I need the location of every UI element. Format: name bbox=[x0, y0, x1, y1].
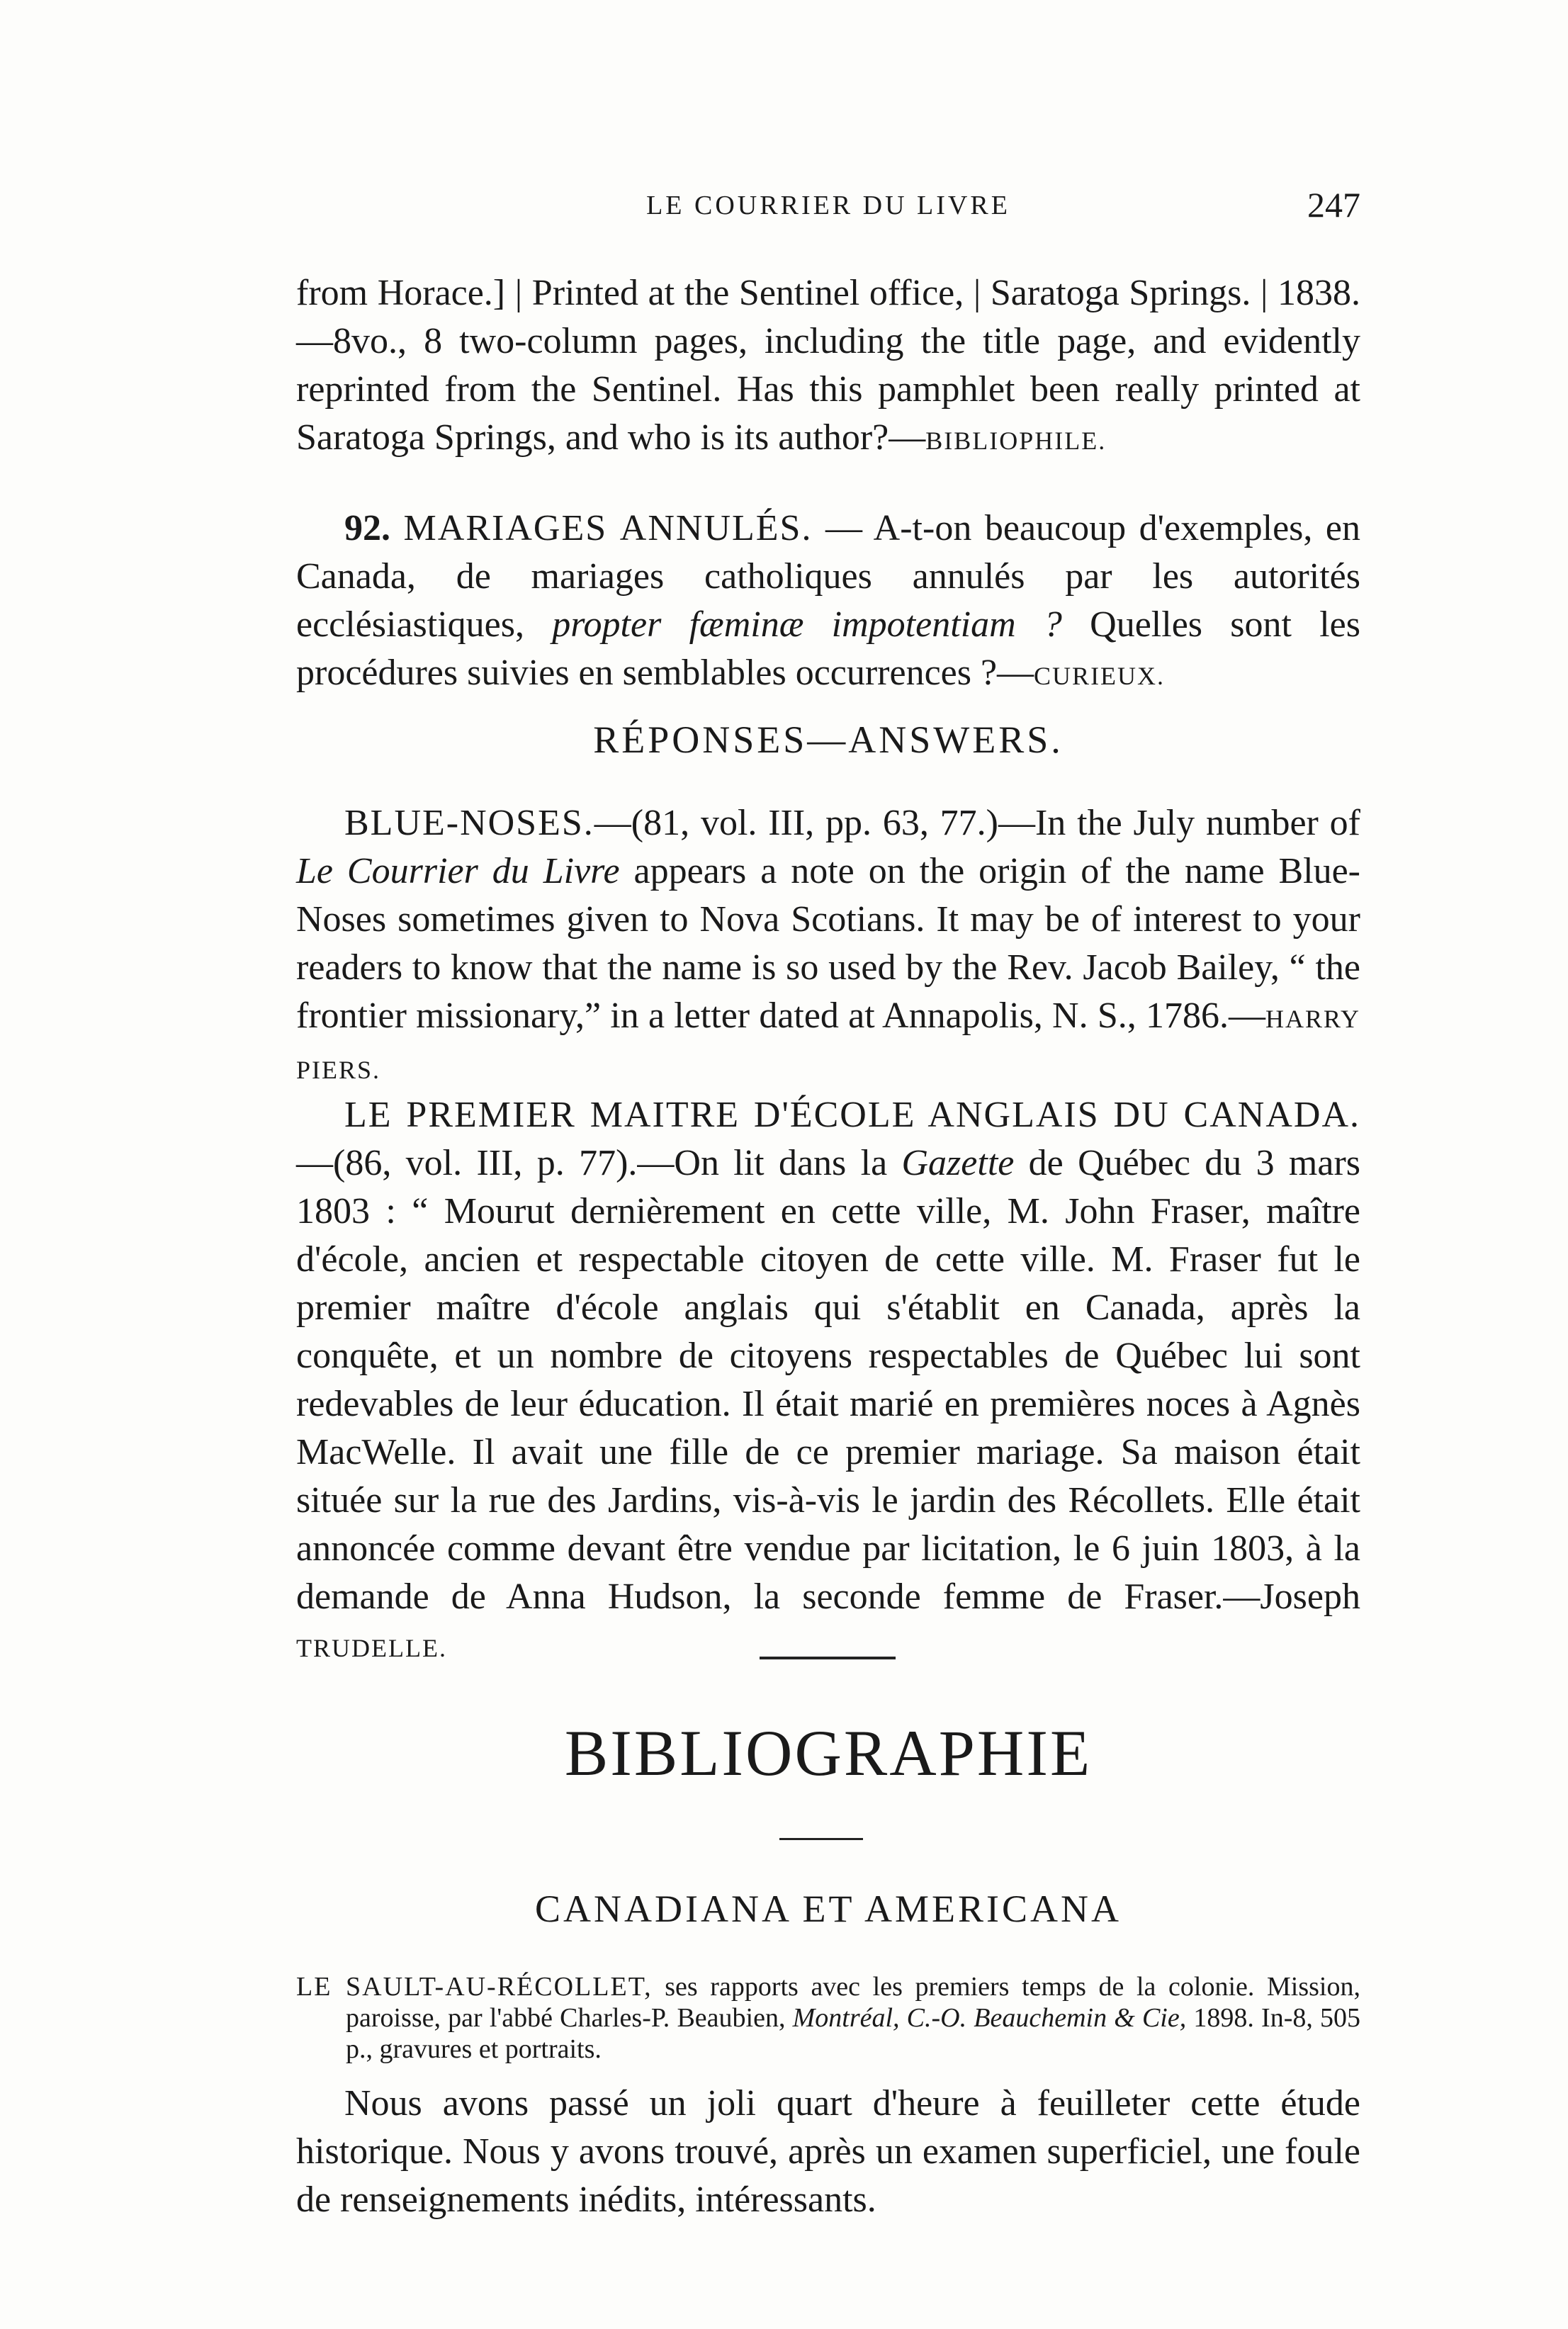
canadiana-heading: CANADIANA ET AMERICANA bbox=[534, 1888, 1122, 1930]
bibliography-entry bbox=[296, 1971, 1360, 2065]
entry-text-2: 1898. In-8, 505 p., gravures et portraits. bbox=[346, 2003, 1360, 2064]
signature-bibliophile: BIBLIOPHILE. bbox=[925, 427, 1107, 455]
premier-text-2: de Québec du 3 mars 1803 : “ Mourut dernièrement en cette ville, M. John Fraser, maître d'école, ancien et respectable citoyen de cette ville. M. Fraser fut le premier maître d'école anglais qui s'établit en Canada, après la conquête, et un nombre de citoyens respectables de Québec lui sont redevables de leur éducation. Il était marié en premières noces à Agnès MacWelle. Il avait une fille de ce premier mariage. Sa maison était située sur la rue des Jardins, vis-à-vis le jardin des Récollets. Elle était annoncée comme devant être vendue par licitation, le 6 juin 1803, à la demande de Anna Hudson, la seconde femme de Fraser.—Joseph bbox=[296, 1143, 1360, 1617]
bluenoses-text-2: appears a note on the origin of the name Blue-Noses sometimes given to Nova Scotians. It may be of interest to your readers to know that the name is so used by the Rev. Jacob Bailey, “ the frontier missionary,” in a letter dated at Annapolis, N. S., 1786.— bbox=[296, 851, 1360, 1036]
para1-text: from Horace.] | Printed at the Sentinel office, | Saratoga Springs. | 1838.—8vo., 8 two-column pages, including the title page, and evidently reprinted from the Sentinel. Has this pamphlet been really printed at Saratoga Springs, and who is its author?— bbox=[296, 273, 1360, 458]
bibliographie-heading: BIBLIOGRAPHIE bbox=[564, 1717, 1093, 1789]
bluenoses-italic: Le Courrier du Livre bbox=[296, 851, 620, 891]
running-title: LE COURRIER DU LIVRE bbox=[646, 191, 1010, 220]
query-92 bbox=[296, 504, 1360, 700]
final-text: Nous avons passé un joli quart d'heure à feuilleter cette étude historique. Nous y avons trouvé, après un examen superficiel, une foule de renseignements inédits, intéressants. bbox=[296, 2083, 1360, 2220]
bluenoses-text: —(81, vol. III, pp. 63, 77.)—In the July number of bbox=[594, 803, 1360, 843]
signature-trudelle: TRUDELLE. bbox=[296, 1634, 447, 1662]
canadiana-heading-block bbox=[296, 1885, 1360, 1933]
query-title: MARIAGES ANNULÉS. bbox=[403, 508, 813, 548]
entry-text: ses rapports avec les premiers temps de la colonie. Mission, paroisse, par l'abbé Charles-P. Beaubien, bbox=[346, 1972, 1360, 2033]
page-number: 247 bbox=[1307, 185, 1360, 225]
answer-bluenoses bbox=[296, 799, 1360, 1094]
answer-premier-maitre bbox=[296, 1091, 1360, 1672]
premier-lead: LE PREMIER MAITRE D'ÉCOLE ANGLAIS DU CANADA. bbox=[344, 1095, 1360, 1135]
para-saratoga bbox=[296, 269, 1360, 465]
signature-piers: HARRY PIERS. bbox=[296, 1005, 1360, 1084]
query-italic: propter fæminæ impotentiam ? bbox=[552, 604, 1062, 645]
signature-curieux: CURIEUX. bbox=[1034, 662, 1166, 690]
running-header bbox=[296, 185, 1360, 232]
final-paragraph bbox=[296, 2080, 1360, 2224]
entry-lead: LE SAULT-AU-RÉCOLLET, bbox=[296, 1972, 653, 2002]
premier-text: —(86, vol. III, p. 77).—On lit dans la bbox=[296, 1143, 902, 1183]
answers-heading: RÉPONSES—ANSWERS. bbox=[593, 718, 1064, 761]
bibliographie-heading-block bbox=[296, 1717, 1360, 1789]
premier-italic: Gazette bbox=[901, 1143, 1015, 1183]
query-text: — A-t-on beaucoup d'exemples, en Canada, de mariages catholiques annulés par les autorités ecclésiastiques, bbox=[296, 508, 1361, 645]
bluenoses-lead: BLUE-NOSES. bbox=[344, 803, 594, 843]
query-number: 92. bbox=[344, 508, 390, 548]
short-rule bbox=[779, 1838, 863, 1840]
entry-italic: Montréal, C.-O. Beauchemin & Cie, bbox=[792, 2003, 1187, 2033]
answers-heading-block bbox=[296, 716, 1360, 764]
divider-rule bbox=[760, 1657, 896, 1659]
query-text-2: Quelles sont les procédures suivies en semblables occurrences ?— bbox=[296, 604, 1360, 693]
